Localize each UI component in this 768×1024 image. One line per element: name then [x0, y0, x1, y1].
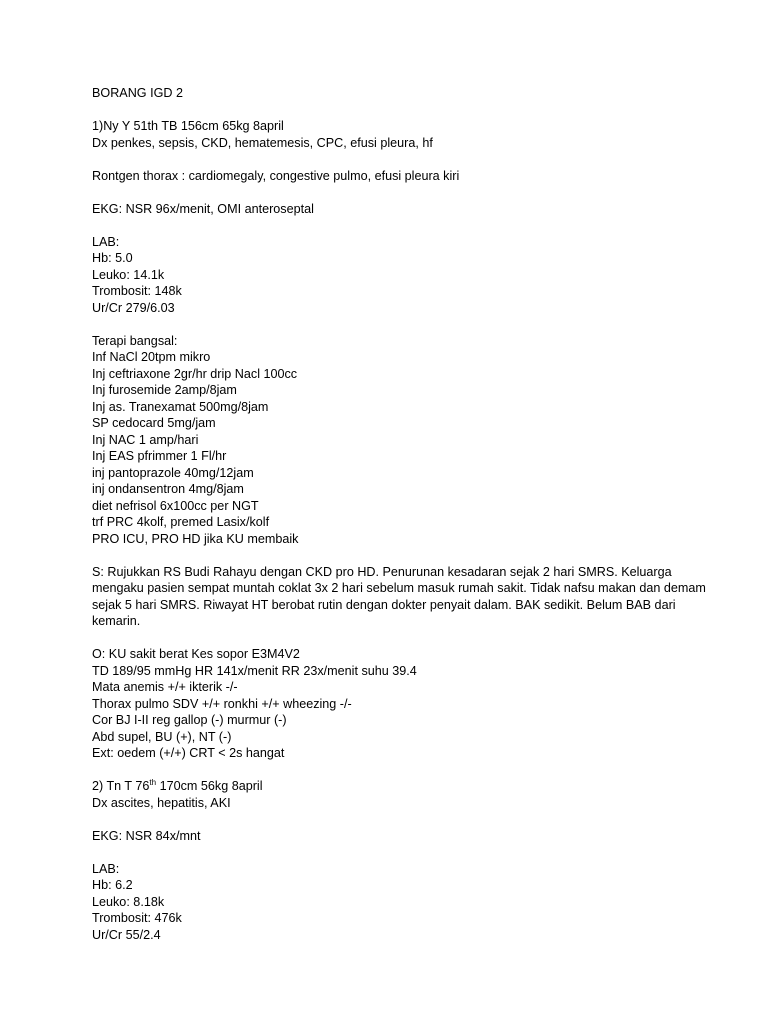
- case1-lab-item: Trombosit: 148k: [92, 284, 182, 298]
- spacer: [92, 630, 732, 647]
- case1-objective-line: Thorax pulmo SDV +/+ ronkhi +/+ wheezing -/-: [92, 696, 352, 711]
- case2-lab-item: Hb: 6.2: [92, 878, 133, 892]
- case1-lab-item: Leuko: 14.1k: [92, 267, 165, 282]
- case1-header: 1)Ny Y 51th TB 156cm 65kg 8april: [92, 119, 284, 133]
- case2-header-rest: 170cm 56kg 8april: [156, 779, 263, 793]
- case1-therapy-item: SP cedocard 5mg/jam: [92, 416, 216, 430]
- spacer: [92, 844, 732, 861]
- case1-therapy-item: Inj EAS pfrimmer 1 Fl/hr: [92, 449, 227, 463]
- case1-therapy-item: trf PRC 4kolf, premed Lasix/kolf: [92, 515, 270, 529]
- case2-header-superscript: th: [149, 777, 157, 787]
- case1-lab-item: Ur/Cr 279/6.03: [92, 300, 175, 315]
- case1-objective-line: Ext: oedem (+/+) CRT < 2s hangat: [92, 746, 285, 760]
- document-body: [92, 85, 732, 943]
- case1-therapy-item: diet nefrisol 6x100cc per NGT: [92, 498, 259, 513]
- case1-therapy-item: Inf NaCl 20tpm mikro: [92, 350, 211, 364]
- case1-objective-line: Mata anemis +/+ ikterik -/-: [92, 680, 238, 694]
- case1-therapy-item: Inj NAC 1 amp/hari: [92, 432, 199, 447]
- case2-lab-heading: LAB:: [92, 861, 120, 876]
- case1-therapy-item: inj pantoprazole 40mg/12jam: [92, 465, 254, 480]
- case1-objective-line: O: KU sakit berat Kes sopor E3M4V2: [92, 647, 300, 661]
- case1-lab-item: Hb: 5.0: [92, 251, 133, 265]
- case2-ekg: EKG: NSR 84x/mnt: [92, 828, 201, 843]
- case1-objective-line: TD 189/95 mmHg HR 141x/menit RR 23x/menit suhu 39.4: [92, 663, 417, 678]
- spacer: [92, 102, 732, 119]
- spacer: [92, 151, 732, 168]
- case1-subjective: S: Rujukkan RS Budi Rahayu dengan CKD pro HD. Penurunan kesadaran sejak 2 hari SMRS. Keluarga mengaku pasien sempat muntah coklat 3x 2 hari sebelum masuk rumah sakit. Tidak nafsu makan dan demam sejak 5 hari SMRS. Riwayat HT berobat rutin dengan dokter penyait dalam. BAK sedikit. Belum BAB dari kemarin.: [92, 564, 706, 628]
- case2-diagnosis: Dx ascites, hepatitis, AKI: [92, 795, 231, 810]
- case1-objective-line: Cor BJ I-II reg gallop (-) murmur (-): [92, 713, 287, 727]
- spacer: [92, 217, 732, 234]
- spacer: [92, 811, 732, 828]
- case1-therapy-item: Inj ceftriaxone 2gr/hr drip Nacl 100cc: [92, 366, 298, 381]
- case1-therapy-item: Inj as. Tranexamat 500mg/8jam: [92, 399, 269, 414]
- case2-lab-item: Ur/Cr 55/2.4: [92, 927, 161, 942]
- spacer: [92, 184, 732, 201]
- case2-lab-item: Leuko: 8.18k: [92, 894, 165, 909]
- spacer: [92, 547, 732, 564]
- case1-therapy-heading: Terapi bangsal:: [92, 333, 178, 348]
- case1-rontgen: Rontgen thorax : cardiomegaly, congestive pulmo, efusi pleura kiri: [92, 168, 460, 183]
- case2-header: [92, 778, 732, 795]
- case1-ekg: EKG: NSR 96x/menit, OMI anteroseptal: [92, 201, 314, 216]
- document-title: BORANG IGD 2: [92, 86, 183, 100]
- case1-therapy-item: inj ondansentron 4mg/8jam: [92, 482, 244, 496]
- case1-therapy-item: Inj furosemide 2amp/8jam: [92, 383, 237, 397]
- case1-therapy-item: PRO ICU, PRO HD jika KU membaik: [92, 531, 299, 546]
- spacer: [92, 316, 732, 333]
- case2-lab-item: Trombosit: 476k: [92, 911, 182, 925]
- case1-diagnosis: Dx penkes, sepsis, CKD, hematemesis, CPC, efusi pleura, hf: [92, 135, 433, 150]
- case1-lab-heading: LAB:: [92, 234, 120, 249]
- spacer: [92, 762, 732, 779]
- case2-header-main: 2) Tn T 76: [92, 779, 150, 793]
- case1-objective-line: Abd supel, BU (+), NT (-): [92, 729, 232, 744]
